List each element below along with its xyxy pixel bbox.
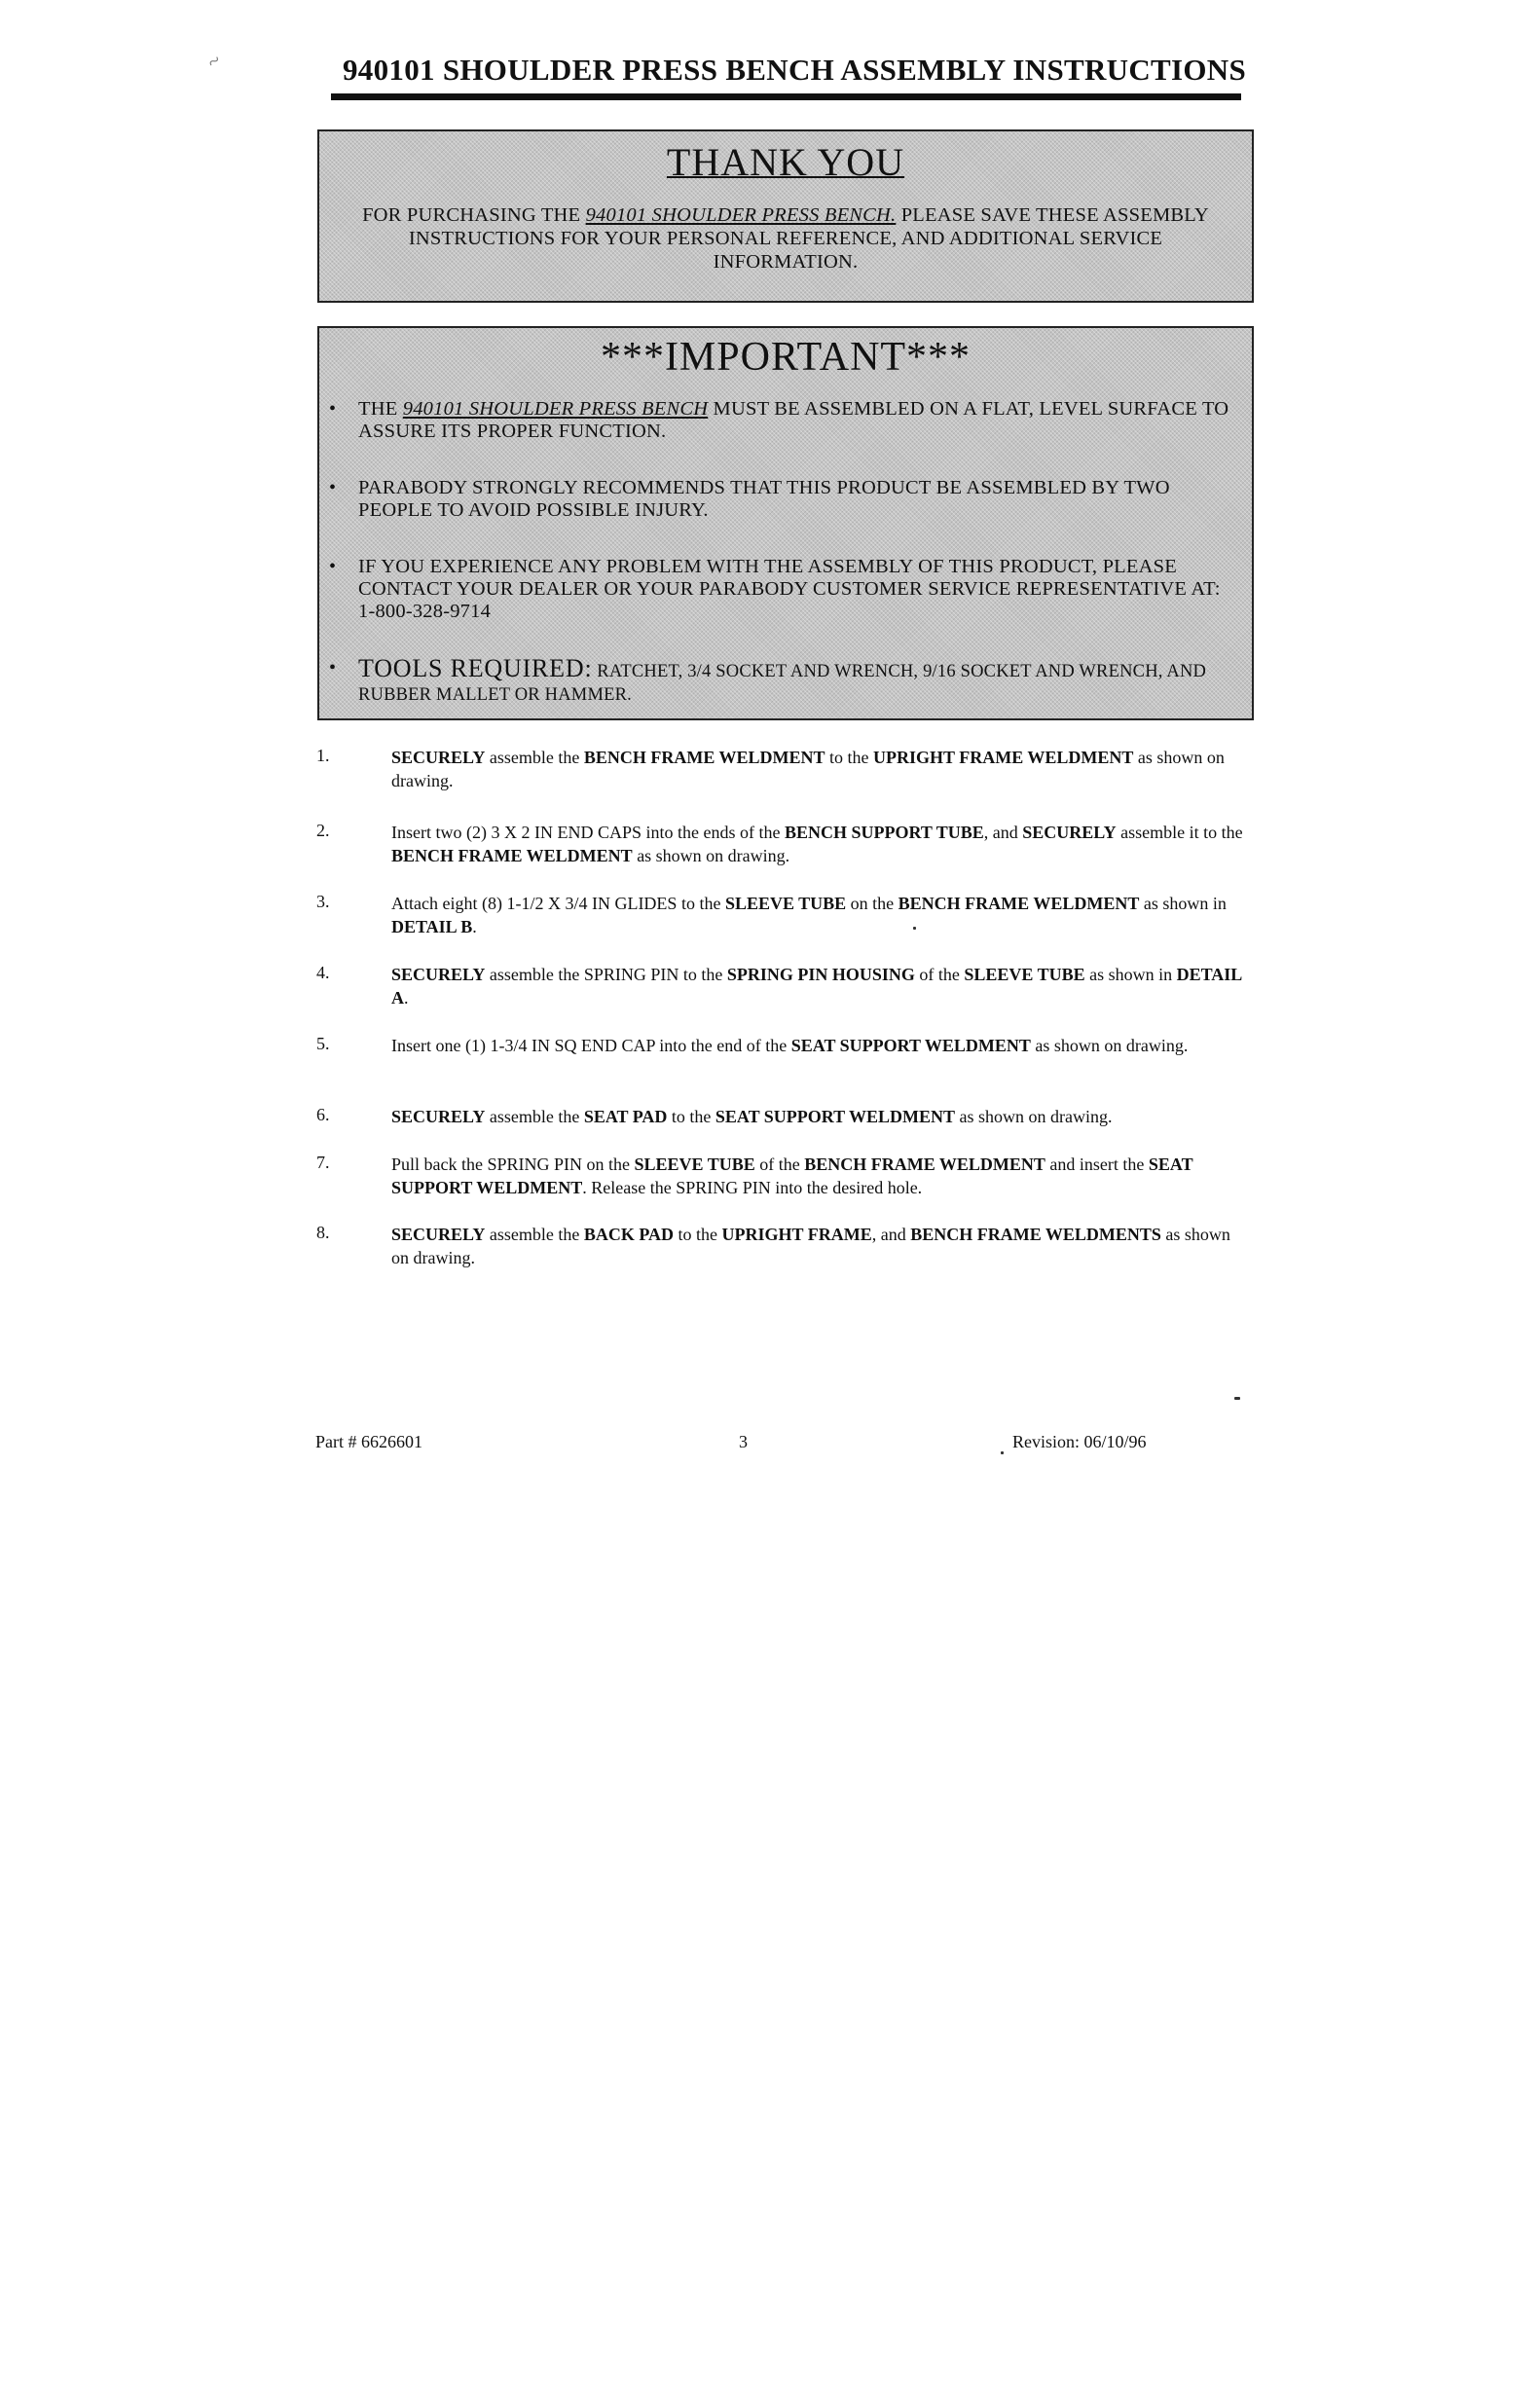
- important-heading: ***IMPORTANT***: [600, 335, 972, 380]
- important-bullet-level-surface: [319, 398, 1238, 443]
- step-text: [391, 1105, 1248, 1128]
- bullet-1-rest: MUST BE ASSEMBLED ON A FLAT, LEVEL SURFACE TO ASSURE ITS PROPER FUNCTION.: [358, 398, 1229, 442]
- step-text-run: Insert two (2) 3 X 2 IN END CAPS into the ends of the: [391, 823, 785, 842]
- step-number: 1.: [316, 746, 330, 765]
- step-text-run: to the: [667, 1107, 715, 1126]
- step-bold-term: SEAT PAD: [583, 1107, 668, 1126]
- step-text-run: assemble the: [485, 1225, 584, 1244]
- step-bold-term: SPRING PIN HOUSING: [726, 965, 915, 984]
- step-bold-term: SEAT SUPPORT WELDMENT: [715, 1107, 955, 1126]
- step-bold-term: BACK PAD: [583, 1225, 675, 1244]
- step-bold-term: BENCH SUPPORT TUBE: [784, 823, 984, 842]
- step-bold-term: BENCH FRAME WELDMENT: [583, 748, 825, 767]
- important-bullet-tools: [319, 654, 1238, 707]
- bullet-icon: •: [329, 398, 337, 420]
- step-text-run: as shown on drawing.: [1030, 1036, 1189, 1055]
- step-text: [391, 1034, 1248, 1057]
- step-bold-term: SLEEVE TUBE: [634, 1155, 755, 1174]
- step-bold-term: BENCH FRAME WELDMENT: [804, 1155, 1045, 1174]
- step-text-run: .: [472, 917, 477, 936]
- step-text-run: , and: [983, 823, 1023, 842]
- step-number: 8.: [316, 1223, 330, 1242]
- tools-required-text: RATCHET, 3/4 SOCKET AND WRENCH, 9/16 SOCKET AND WRENCH, AND RUBBER MALLET OR HAMMER.: [358, 662, 1207, 705]
- step-text-run: to the: [825, 748, 874, 767]
- important-bullet-two-people: [319, 477, 1238, 522]
- step-bold-term: UPRIGHT FRAME WELDMENT: [873, 748, 1134, 767]
- step-bold-term: SECURELY: [391, 1107, 486, 1126]
- step-number: 5.: [316, 1034, 330, 1053]
- step-text-run: and insert the: [1045, 1155, 1149, 1174]
- step-text-run: as shown on drawing.: [954, 1107, 1113, 1126]
- step-bold-term: BENCH FRAME WELDMENT: [898, 894, 1140, 913]
- step-number: 4.: [316, 963, 330, 982]
- scan-speck: [1001, 1451, 1004, 1454]
- step-bold-term: SECURELY: [391, 748, 486, 767]
- step-text: [391, 1223, 1248, 1269]
- step-bold-term: SECURELY: [391, 965, 486, 984]
- step-bold-term: UPRIGHT FRAME: [721, 1225, 872, 1244]
- footer-part-number: Part # 6626601: [315, 1432, 422, 1451]
- title-underline-rule: [331, 93, 1241, 100]
- step-text-run: assemble it to the: [1116, 823, 1243, 842]
- step-bold-term: SECURELY: [391, 1225, 486, 1244]
- bullet-2-text: PARABODY STRONGLY RECOMMENDS THAT THIS PRODUCT BE ASSEMBLED BY TWO PEOPLE TO AVOID POSSIBLE INJURY.: [358, 477, 1170, 521]
- bullet-icon: •: [329, 556, 337, 577]
- step-number: 2.: [316, 821, 330, 840]
- step-bold-term: BENCH FRAME WELDMENTS: [910, 1225, 1161, 1244]
- step-bold-term: DETAIL B: [391, 917, 473, 936]
- step-text: [391, 892, 1248, 938]
- page-title: 940101 SHOULDER PRESS BENCH ASSEMBLY INSTRUCTIONS: [343, 53, 1247, 87]
- step-text-run: . Release the SPRING PIN into the desired hole.: [582, 1178, 923, 1197]
- important-bullet-contact: [319, 556, 1238, 623]
- step-bold-term: SECURELY: [1022, 823, 1117, 842]
- tools-required-label: TOOLS REQUIRED:: [358, 654, 593, 682]
- step-text-run: of the: [914, 965, 965, 984]
- step-text-run: Insert one (1) 1-3/4 IN SQ END CAP into the end of the: [391, 1036, 791, 1055]
- step-bold-term: BENCH FRAME WELDMENT: [391, 846, 633, 865]
- step-text: [391, 746, 1248, 792]
- thank-you-product-name: 940101 SHOULDER PRESS BENCH.: [585, 204, 897, 226]
- step-text-run: assemble the SPRING PIN to the: [485, 965, 727, 984]
- thank-you-box: [317, 129, 1254, 303]
- scan-speck: [913, 927, 916, 930]
- step-text-run: , and: [871, 1225, 911, 1244]
- step-text: [391, 821, 1248, 867]
- step-text: [391, 1153, 1248, 1199]
- thank-you-text: [343, 203, 1228, 274]
- bullet-icon: •: [329, 657, 337, 678]
- thank-you-text-before: FOR PURCHASING THE: [362, 204, 586, 226]
- footer-page-number: 3: [739, 1432, 748, 1451]
- step-text-run: as shown on drawing.: [391, 1225, 1230, 1267]
- thank-you-text-after: PLEASE SAVE THESE ASSEMBLY INSTRUCTIONS FOR YOUR PERSONAL REFERENCE, AND ADDITIONAL SERVICE INFORMATION.: [408, 204, 1209, 273]
- step-text-run: assemble the: [485, 1107, 584, 1126]
- important-bullet-list: [319, 398, 1238, 741]
- step-text-run: as shown on drawing.: [632, 846, 790, 865]
- step-bold-term: DETAIL A: [391, 965, 1242, 1008]
- scan-speck: [1234, 1397, 1240, 1400]
- step-text-run: to the: [674, 1225, 722, 1244]
- bullet-icon: •: [329, 477, 337, 498]
- step-number: 6.: [316, 1105, 330, 1124]
- step-bold-term: SLEEVE TUBE: [964, 965, 1085, 984]
- important-notice-box: [317, 326, 1254, 720]
- footer-revision: Revision: 06/10/96: [1012, 1432, 1147, 1451]
- bullet-3-text: IF YOU EXPERIENCE ANY PROBLEM WITH THE ASSEMBLY OF THIS PRODUCT, PLEASE CONTACT YOUR DEALER OR YOUR PARABODY CUSTOMER SERVICE REPRESENTATIVE AT: 1-800-328-9714: [358, 556, 1221, 622]
- step-text-run: Pull back the SPRING PIN on the: [391, 1155, 635, 1174]
- step-number: 3.: [316, 892, 330, 911]
- step-text-run: on the: [846, 894, 898, 913]
- step-text: [391, 963, 1248, 1009]
- step-text-run: as shown in: [1139, 894, 1227, 913]
- step-text-run: as shown in: [1084, 965, 1177, 984]
- step-text-run: Attach eight (8) 1-1/2 X 3/4 IN GLIDES to the: [391, 894, 725, 913]
- step-text-run: of the: [754, 1155, 805, 1174]
- step-text-run: .: [404, 988, 409, 1008]
- bullet-1-product-name: 940101 SHOULDER PRESS BENCH: [402, 398, 709, 420]
- step-bold-term: SEAT SUPPORT WELDMENT: [391, 1155, 1193, 1197]
- step-number: 7.: [316, 1153, 330, 1172]
- step-text-run: assemble the: [485, 748, 584, 767]
- stray-pen-mark: ~: [202, 47, 226, 75]
- bullet-1-prefix: THE: [358, 398, 403, 420]
- thank-you-heading: THANK YOU: [666, 140, 905, 184]
- step-bold-term: SEAT SUPPORT WELDMENT: [790, 1036, 1031, 1055]
- step-text-run: as shown on drawing.: [391, 748, 1225, 790]
- step-bold-term: SLEEVE TUBE: [724, 894, 847, 913]
